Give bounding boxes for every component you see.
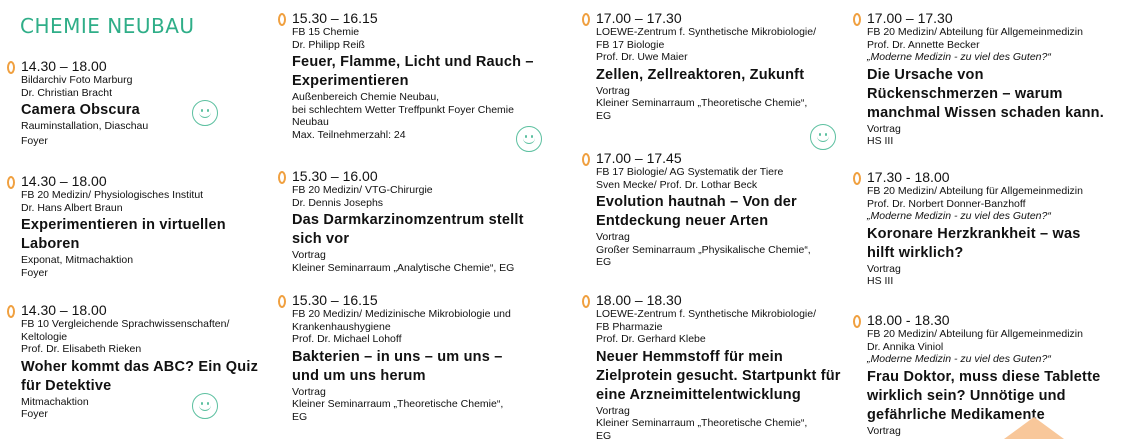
event-org: Bildarchiv Foto Marburg [21, 74, 271, 87]
event-entry [596, 10, 846, 122]
event-type: Vortrag [596, 85, 846, 98]
event-time: 14.30 – 18.00 [21, 302, 271, 318]
event-time: 17.30 - 18.00 [867, 169, 1117, 185]
event-org: FB 17 Biologie/ AG Systematik der Tiere [596, 166, 846, 179]
event-org: FB 20 Medizin/ Abteilung für Allgemeinmedizin [867, 185, 1117, 198]
event-location: Foyer [21, 267, 271, 280]
event-type: Vortrag [596, 405, 846, 418]
event-title: Das Darmkarzinomzentrum stellt sich vor [292, 211, 542, 249]
event-org: FB 20 Medizin/ Abteilung für Allgemeinmedizin [867, 328, 1117, 341]
event-org: FB 20 Medizin/ Abteilung für Allgemeinmedizin [867, 26, 1117, 39]
event-location-2: bei schlechtem Wetter Treffpunkt Foyer Chemie [292, 104, 542, 117]
clock-icon [278, 171, 286, 184]
event-org: LOEWE-Zentrum f. Synthetische Mikrobiologie/ [596, 26, 846, 39]
event-location: HS III [867, 135, 1117, 148]
clock-icon [7, 61, 15, 74]
clock-icon [582, 153, 590, 166]
event-title: Experimentieren in virtuellen Laboren [21, 216, 251, 254]
event-location-2: EG [292, 411, 542, 424]
event-entry [596, 292, 846, 442]
event-speaker: Dr. Annika Viniol [867, 341, 1117, 354]
event-org-2: Krankenhaushygiene [292, 321, 542, 334]
event-entry [292, 292, 542, 423]
event-time: 14.30 – 18.00 [21, 58, 271, 74]
event-title: Neuer Hemmstoff für mein Zielprotein gesucht. Startpunkt für eine Arzneimittelentwicklung [596, 348, 846, 405]
event-title: Koronare Herzkrankheit – was hilft wirklich? [867, 225, 1097, 263]
event-speaker: Dr. Hans Albert Braun [21, 202, 271, 215]
clock-icon [582, 295, 590, 308]
event-title: Feuer, Flamme, Licht und Rauch – Experimentieren [292, 53, 542, 91]
event-speaker: Prof. Dr. Gerhard Klebe [596, 333, 846, 346]
event-speaker: Dr. Christian Bracht [21, 87, 271, 100]
smiley-icon [192, 393, 218, 419]
event-entry [867, 169, 1117, 288]
event-entry [21, 58, 271, 147]
event-speaker: Prof. Dr. Uwe Maier [596, 51, 846, 64]
event-time: 17.00 – 17.30 [596, 10, 846, 26]
event-time: 18.00 - 18.30 [867, 312, 1117, 328]
event-org: FB 20 Medizin/ Medizinische Mikrobiologie und [292, 308, 542, 321]
event-location-3: Neubau [292, 116, 542, 129]
clock-icon [7, 305, 15, 318]
event-capacity: Max. Teilnehmerzahl: 24 [292, 129, 542, 142]
event-time: 17.00 – 17.30 [867, 10, 1117, 26]
event-speaker: Dr. Philipp Reiß [292, 39, 542, 52]
clock-icon [278, 295, 286, 308]
event-title: Die Ursache von Rückenschmerzen – warum manchmal Wissen schaden kann. [867, 66, 1117, 123]
event-type: Vortrag [867, 263, 1117, 276]
event-speaker: Prof. Dr. Norbert Donner-Banzhoff [867, 198, 1117, 211]
event-location: HS III [867, 275, 1117, 288]
event-org: FB 10 Vergleichende Sprachwissenschaften/ [21, 318, 271, 331]
event-entry [596, 150, 846, 269]
event-title: Bakterien – in uns – um uns – und um uns herum [292, 348, 532, 386]
event-speaker: Prof. Dr. Michael Lohoff [292, 333, 542, 346]
clock-icon [278, 13, 286, 26]
smiley-icon [516, 126, 542, 152]
event-entry [21, 302, 271, 421]
event-time: 15.30 – 16.15 [292, 10, 542, 26]
event-time: 15.30 – 16.00 [292, 168, 542, 184]
event-type: Vortrag [867, 425, 1117, 438]
smiley-icon [810, 124, 836, 150]
event-series: „Moderne Medizin - zu viel des Guten?“ [867, 353, 1117, 366]
event-location: Kleiner Seminarraum „Analytische Chemie“, EG [292, 262, 542, 275]
event-type: Vortrag [867, 123, 1117, 136]
event-location: Großer Seminarraum „Physikalische Chemie“, [596, 244, 846, 257]
event-time: 14.30 – 18.00 [21, 173, 271, 189]
event-org-2: Keltologie [21, 331, 271, 344]
smiley-icon [192, 100, 218, 126]
decorative-shape [1004, 417, 1064, 439]
event-entry [867, 10, 1117, 148]
event-entry [292, 168, 542, 274]
event-location: Kleiner Seminarraum „Theoretische Chemie“, [292, 398, 542, 411]
event-location: Kleiner Seminarraum „Theoretische Chemie“, [596, 417, 846, 430]
event-speaker: Dr. Dennis Josephs [292, 197, 542, 210]
clock-icon [853, 315, 861, 328]
event-org: FB 20 Medizin/ VTG-Chirurgie [292, 184, 542, 197]
event-speaker: Prof. Dr. Elisabeth Rieken [21, 343, 271, 356]
event-title: Frau Doktor, muss diese Tablette wirklich sein? Unnötige und gefährliche Medikamente [867, 368, 1117, 425]
clock-icon [853, 172, 861, 185]
event-location: Foyer [21, 135, 271, 148]
event-org: FB 15 Chemie [292, 26, 542, 39]
event-title: Evolution hautnah – Von der Entdeckung neuer Arten [596, 193, 846, 231]
event-location: Außenbereich Chemie Neubau, [292, 91, 542, 104]
event-org: FB 20 Medizin/ Physiologisches Institut [21, 189, 271, 202]
event-org-2: FB Pharmazie [596, 321, 846, 334]
clock-icon [582, 13, 590, 26]
event-location-2: EG [596, 430, 846, 442]
event-time: 18.00 – 18.30 [596, 292, 846, 308]
event-title: Camera Obscura [21, 101, 181, 120]
event-org: LOEWE-Zentrum f. Synthetische Mikrobiologie/ [596, 308, 846, 321]
event-type: Exponat, Mitmachaktion [21, 254, 271, 267]
event-org-2: FB 17 Biologie [596, 39, 846, 52]
clock-icon [853, 13, 861, 26]
event-location: Foyer [21, 408, 271, 421]
event-type: Rauminstallation, Diaschau [21, 120, 271, 133]
section-heading: CHEMIE NEUBAU [20, 14, 195, 38]
event-type: Vortrag [596, 231, 846, 244]
event-speaker: Prof. Dr. Annette Becker [867, 39, 1117, 52]
event-type: Vortrag [292, 386, 542, 399]
event-series: „Moderne Medizin - zu viel des Guten?“ [867, 51, 1117, 64]
event-type: Mitmachaktion [21, 396, 271, 409]
event-location: Kleiner Seminarraum „Theoretische Chemie“, [596, 97, 846, 110]
event-entry [867, 312, 1117, 437]
event-title: Zellen, Zellreaktoren, Zukunft [596, 66, 846, 85]
event-location-2: EG [596, 110, 846, 123]
event-entry [292, 10, 542, 141]
event-time: 17.00 – 17.45 [596, 150, 846, 166]
event-type: Vortrag [292, 249, 542, 262]
event-series: „Moderne Medizin - zu viel des Guten?“ [867, 210, 1117, 223]
event-location-2: EG [596, 256, 846, 269]
clock-icon [7, 176, 15, 189]
event-time: 15.30 – 16.15 [292, 292, 542, 308]
event-title: Woher kommt das ABC? Ein Quiz für Detektive [21, 358, 271, 396]
event-speaker: Sven Mecke/ Prof. Dr. Lothar Beck [596, 179, 846, 192]
event-entry [21, 173, 271, 279]
